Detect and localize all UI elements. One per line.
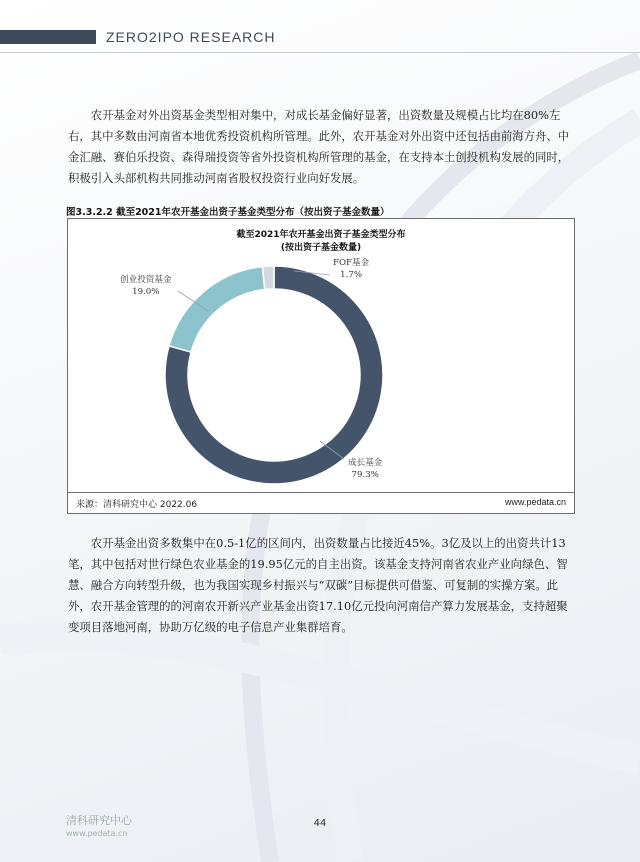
header-divider [0, 52, 640, 53]
label-growth-name: 成长基金 [348, 458, 383, 468]
chart-title: 截至2021年农开基金出资子基金类型分布 [236, 230, 406, 240]
body-paragraph-2: 农开基金出资多数集中在0.5-1亿的区间内，出资数量占比接近45%。3亿及以上的出资共计13笔，其中包括对世行绿色农业基金的19.95亿元的自主出资。该基金支持河南省农业产业向绿色、智慧、融合方向转型升级，也为我国实现乡村振兴与“双碳”目标提供可借鉴、可复制的实操方案。此外，农开基金管理的的河南农开新兴产业基金出资17.10亿元投向河南信产算力发展基金，支持超聚变项目落地河南，协助万亿级的电子信息产业集群培育。 [68, 536, 568, 634]
figure-caption: 图3.3.2.2 截至2021年农开基金出资子基金类型分布（按出资子基金数量） [66, 207, 390, 218]
donut-slice-fof [262, 266, 274, 289]
figure-box [67, 218, 575, 514]
label-growth [348, 457, 382, 481]
body-paragraph-1: 农开基金对外出资基金类型相对集中，对成长基金偏好显著，出资数量及规模占比均在80%左右，其中多数由河南省本地优秀投资机构所管理。此外，农开基金对外出资中还包括由前海方舟、中金汇融、赛伯乐投资、森得瑞投资等省外投资机构所管理的基金，在支持本土创投机构发展的同时，积极引入头部机构共同推动河南省股权投资行业向好发展。 [68, 108, 570, 185]
chart-subtitle: (按出资子基金数量) [280, 243, 362, 253]
header-accent-bar [0, 30, 96, 44]
donut-chart [68, 219, 576, 495]
footer-logo-url: www.pedata.cn [66, 829, 128, 838]
label-growth-value: 79.3% [351, 470, 379, 480]
label-fof-name: FOF基金 [333, 258, 370, 268]
footer-logo-name: 清科研究中心 [66, 814, 132, 827]
donut-slice-venture [169, 267, 265, 352]
label-venture [120, 274, 172, 298]
label-venture-value: 19.0% [132, 287, 160, 297]
figure-source-bar [68, 492, 574, 513]
header-title: ZERO2IPO RESEARCH [106, 29, 276, 45]
label-venture-name: 创业投资基金 [120, 275, 172, 285]
figure-source: 来源：清科研究中心 2022.06 [76, 500, 198, 510]
figure-source-url[interactable]: www.pedata.cn [504, 497, 566, 507]
label-fof [333, 257, 369, 281]
label-fof-value: 1.7% [340, 270, 362, 280]
page-number: 44 [313, 818, 327, 829]
